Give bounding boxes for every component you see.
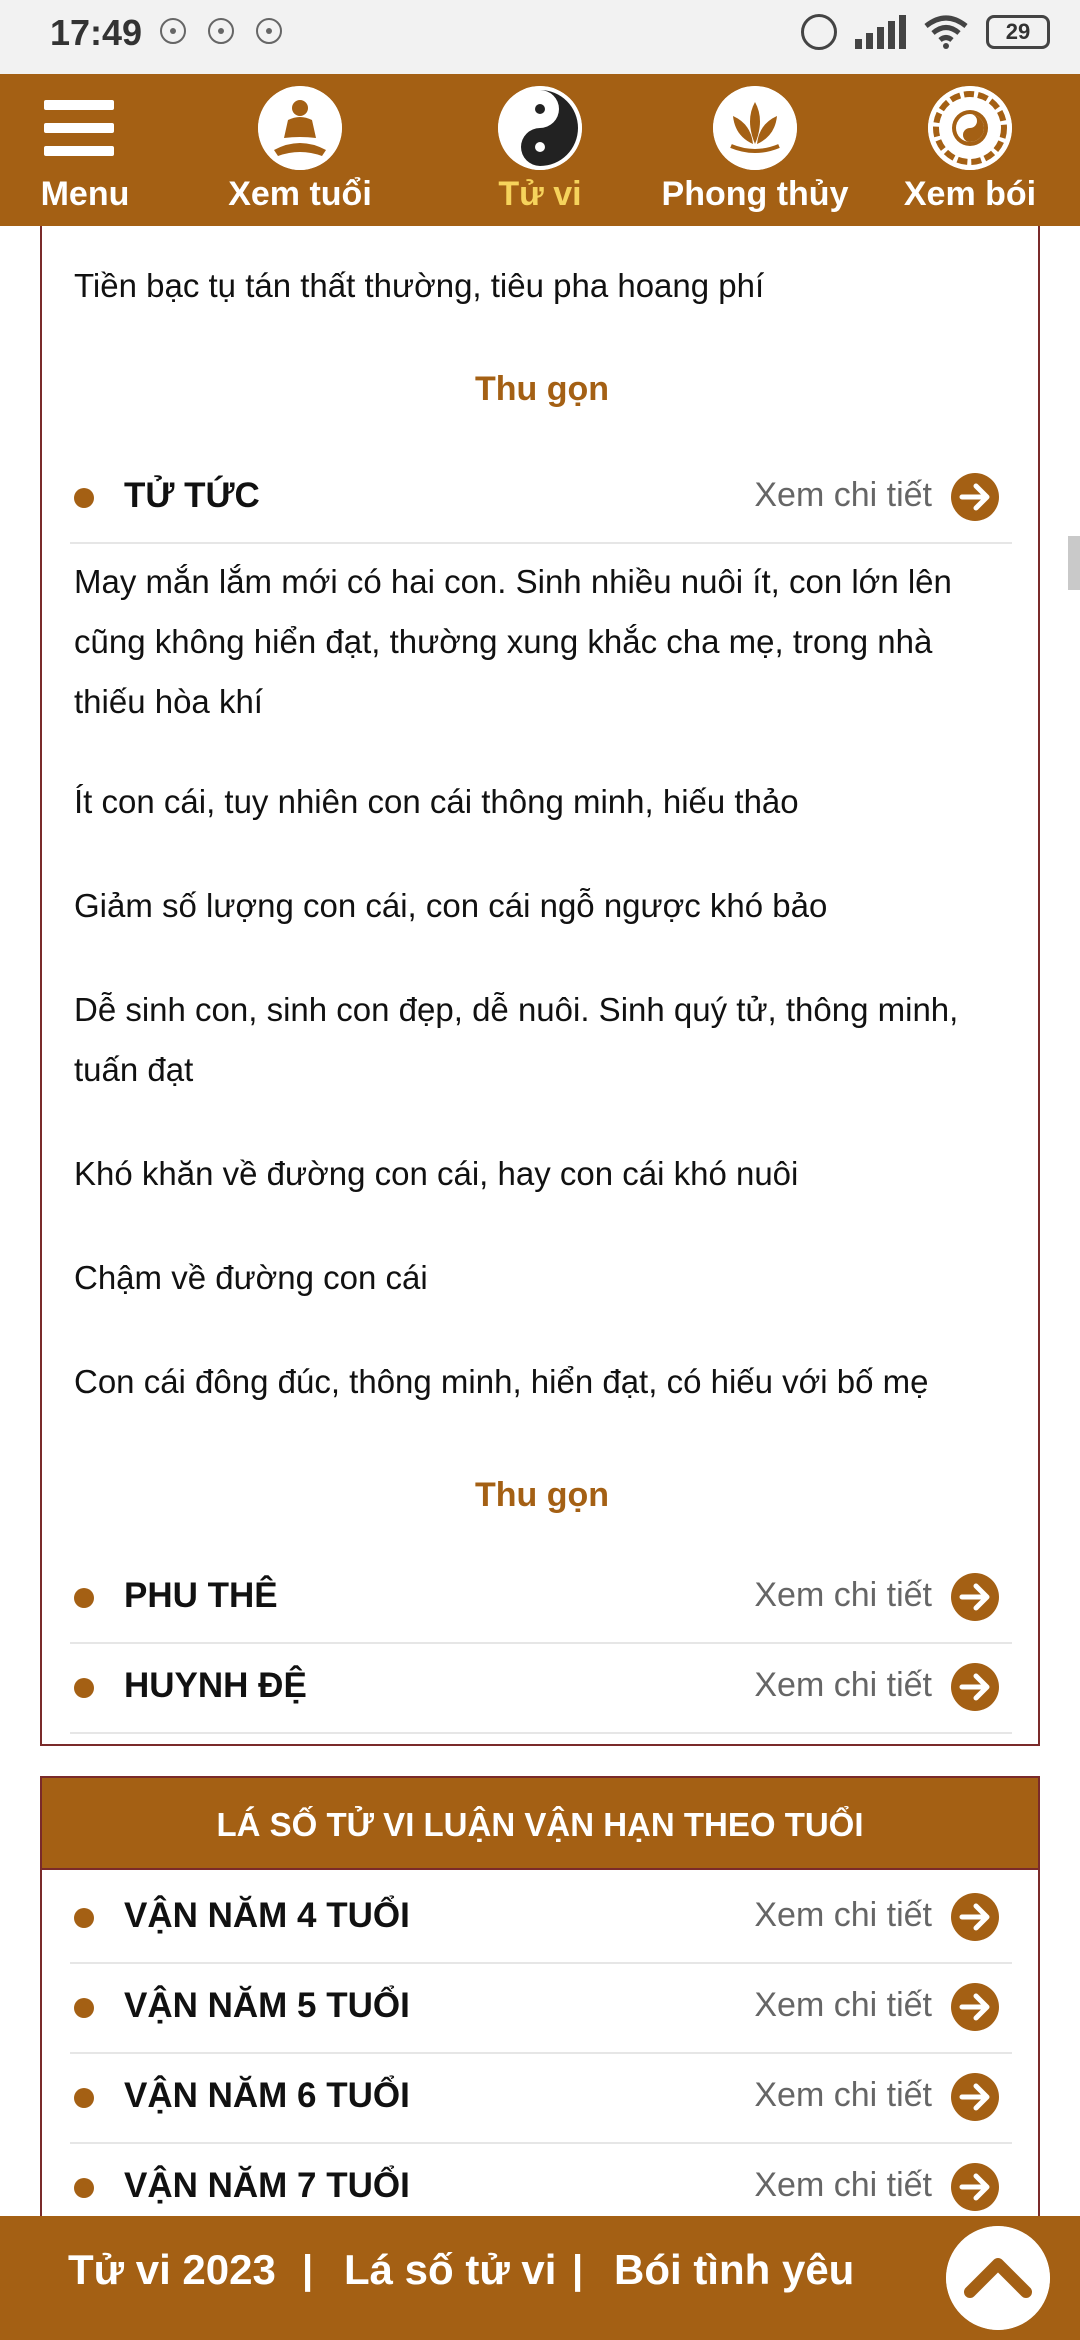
bullet-icon [74,488,94,508]
section-row-tu-tuc[interactable] [70,454,1012,544]
scroll-to-top-button[interactable] [946,2226,1050,2330]
collapse-link[interactable]: Thu gọn [474,370,610,408]
nav-label: Xem bói [903,175,1037,213]
arrow-right-circle-icon[interactable] [950,472,1000,522]
status-time: 17:49 [50,12,143,53]
detail-link[interactable]: Xem chi tiết [754,476,932,514]
arrow-right-circle-icon[interactable] [950,1662,1000,1712]
section-title: PHU THÊ [124,1576,278,1615]
separator: | [302,2248,314,2292]
nav-xem-boi[interactable] [890,74,1050,226]
paragraph: Con cái đông đúc, thông minh, hiển đạt, có hiếu với bố mẹ [74,1363,929,1400]
detail-link[interactable]: Xem chi tiết [754,2166,932,2204]
link-boi-tinh-yeu[interactable]: Bói tình yêu [614,2246,855,2293]
nav-label-active: Tử vi [498,175,582,213]
tu-vi-detail-card [40,226,1040,1746]
bagua-icon [928,86,1012,170]
nav-phong-thuy[interactable] [660,74,850,226]
lotus-icon [713,86,797,170]
paragraph: Khó khăn về đường con cái, hay con cái khó nuôi [74,1155,799,1192]
section-title: TỬ TỨC [124,476,260,515]
arrow-right-circle-icon[interactable] [950,2072,1000,2122]
arrow-right-circle-icon[interactable] [950,1982,1000,2032]
system-icons [801,14,1050,50]
paragraph: Chậm về đường con cái [74,1259,428,1296]
van-han-row[interactable] [70,1964,1012,2054]
van-han-row[interactable] [70,2054,1012,2144]
meditation-icon [258,86,342,170]
separator: | [572,2248,584,2292]
detail-link[interactable]: Xem chi tiết [754,1986,932,2024]
nav-label: Xem tuổi [228,175,372,213]
paragraph: Tiền bạc tụ tán thất thường, tiêu pha hoang phí [74,267,765,304]
notification-icon [208,18,234,44]
nav-menu[interactable] [0,74,170,226]
van-han-header: LÁ SỐ TỬ VI LUẬN VẬN HẠN THEO TUỔI [40,1776,1040,1870]
row-title: VẬN NĂM 4 TUỔI [124,1896,410,1935]
collapse-link[interactable]: Thu gọn [474,1476,610,1514]
wifi-icon [924,14,968,50]
bullet-icon [74,1588,94,1608]
nav-label: Menu [40,175,130,213]
detail-link[interactable]: Xem chi tiết [754,2076,932,2114]
detail-link[interactable]: Xem chi tiết [754,1896,932,1934]
arrow-right-circle-icon[interactable] [950,1572,1000,1622]
row-title: VẬN NĂM 6 TUỔI [124,2076,410,2115]
bullet-icon [74,2088,94,2108]
notification-icon [256,18,282,44]
paragraph: Dễ sinh con, sinh con đẹp, dễ nuôi. Sinh quý tử, thông minh, tuấn đạt [74,991,959,1088]
row-title: VẬN NĂM 7 TUỔI [124,2166,410,2205]
bullet-icon [74,2178,94,2198]
status-bar [0,0,1080,74]
arrow-right-circle-icon[interactable] [950,1892,1000,1942]
nav-tu-vi[interactable] [460,74,620,226]
bullet-icon [74,1998,94,2018]
notification-icon [160,18,186,44]
van-han-card [40,1870,1040,2230]
detail-link[interactable]: Xem chi tiết [754,1666,932,1704]
detail-link[interactable]: Xem chi tiết [754,1576,932,1614]
row-title: VẬN NĂM 5 TUỔI [124,1986,410,2025]
section-row-huynh-de[interactable] [70,1644,1012,1734]
alarm-icon [801,14,837,50]
link-la-so-tu-vi[interactable]: Lá số tử vi [344,2246,557,2293]
yin-yang-icon [498,86,582,170]
paragraph: Ít con cái, tuy nhiên con cái thông minh, hiếu thảo [74,783,799,820]
nav-xem-tuoi[interactable] [210,74,390,226]
signal-icon [855,15,906,49]
scrollbar-thumb[interactable] [1068,536,1080,590]
bullet-icon [74,1678,94,1698]
arrow-right-circle-icon[interactable] [950,2162,1000,2212]
link-tu-vi-2023[interactable]: Tử vi 2023 [68,2246,276,2293]
nav-label: Phong thủy [661,175,849,213]
section-row-phu-the[interactable] [70,1554,1012,1644]
paragraph: May mắn lắm mới có hai con. Sinh nhiều nuôi ít, con lớn lên cũng không hiển đạt, thường xung khắc cha mẹ, trong nhà thiếu hòa khí [74,563,952,720]
paragraph: Giảm số lượng con cái, con cái ngỗ ngược khó bảo [74,887,828,924]
battery-indicator: 29 [986,15,1050,49]
top-navigation [0,74,1080,226]
van-han-row[interactable] [70,1874,1012,1964]
bullet-icon [74,1908,94,1928]
section-title: HUYNH ĐỆ [124,1666,307,1705]
menu-icon [44,100,114,156]
notification-icons [160,18,282,44]
bottom-bar [0,2216,1080,2340]
